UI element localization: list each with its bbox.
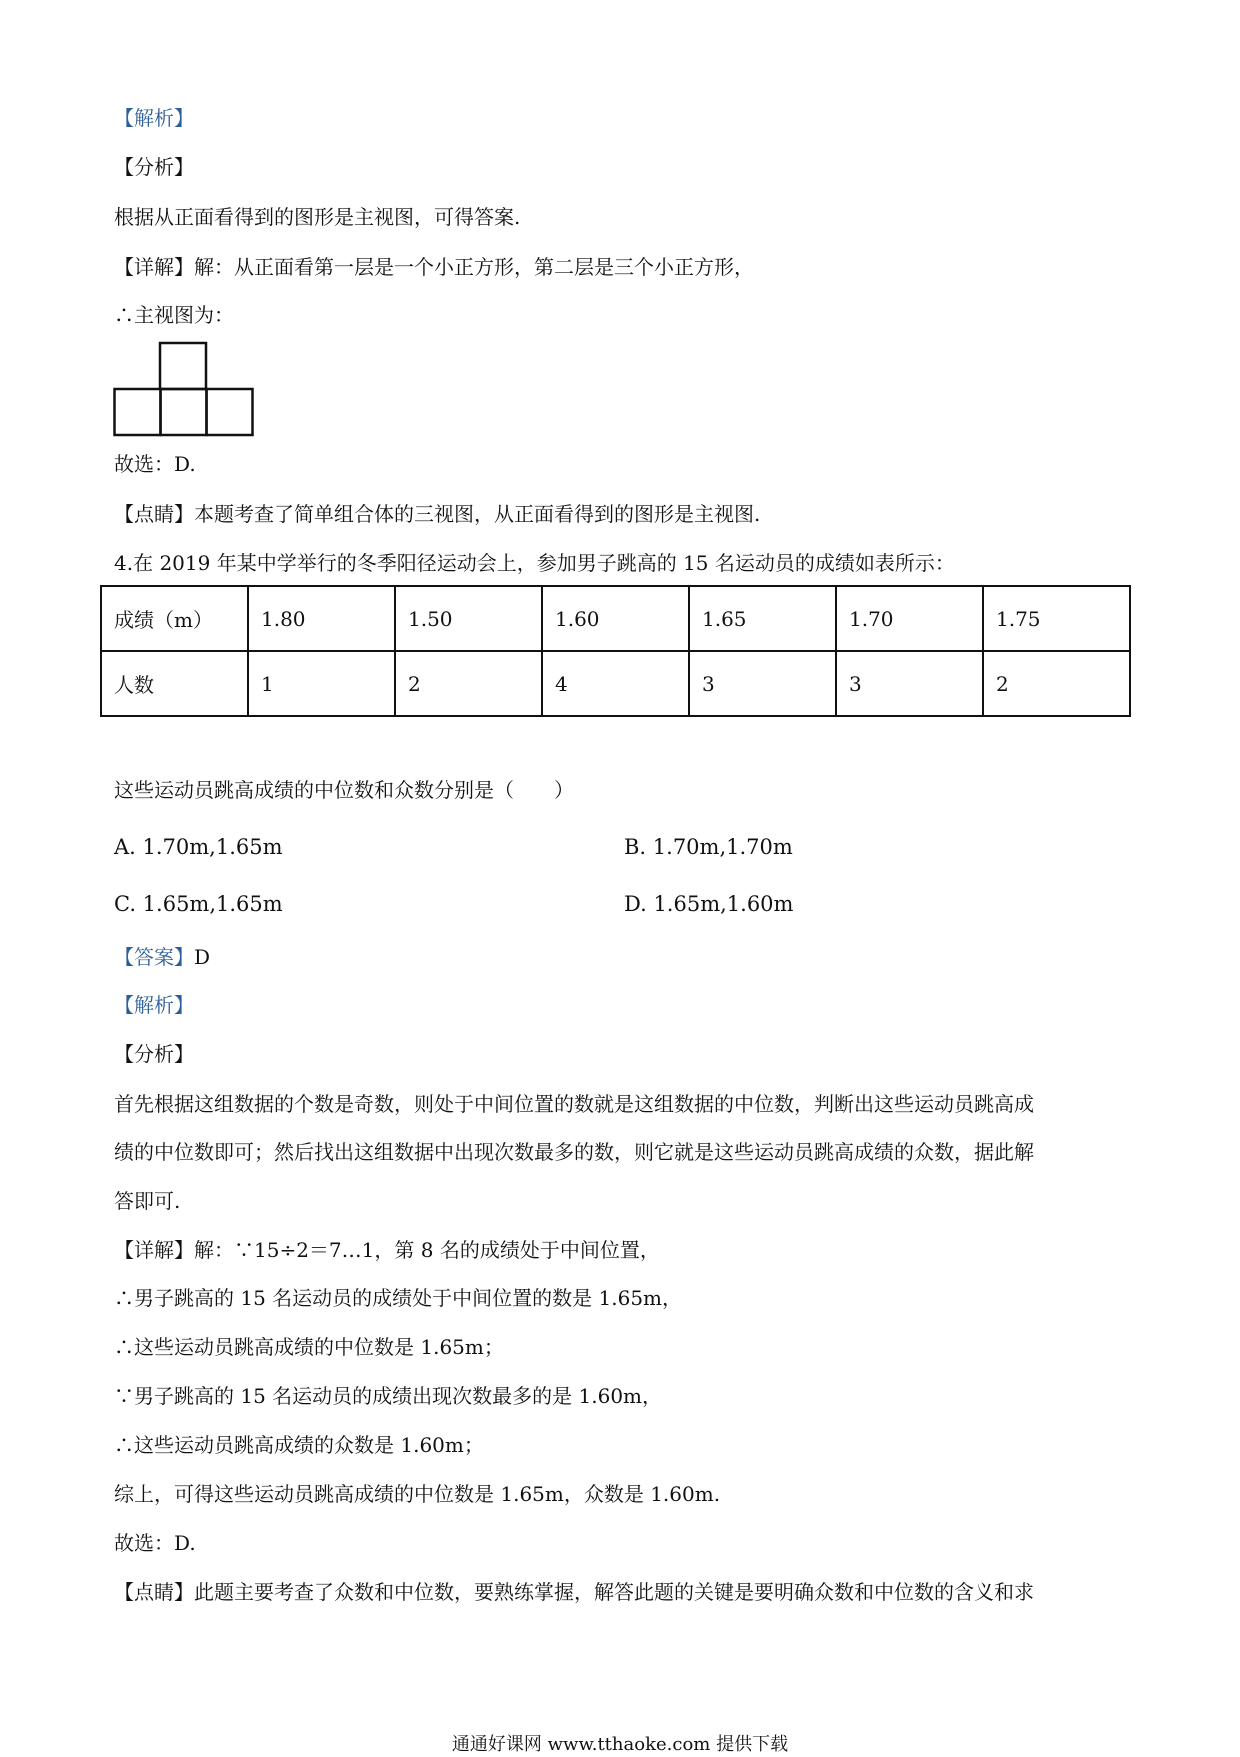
option-a: A. 1.70m,1.65m bbox=[114, 835, 283, 859]
question-4-ask: 这些运动员跳高成绩的中位数和众数分别是（ ） bbox=[114, 778, 574, 802]
table-row-header: 成绩（m） bbox=[101, 586, 248, 651]
table-cell: 4 bbox=[542, 651, 689, 716]
option-b: B. 1.70m,1.70m bbox=[624, 835, 793, 859]
analysis-text-2-line-1: 首先根据这组数据的个数是奇数，则处于中间位置的数就是这组数据的中位数，判断出这些运动员跳高成 bbox=[114, 1092, 1034, 1116]
table-cell: 1.50 bbox=[395, 586, 542, 651]
choice-line-1: 故选：D. bbox=[114, 452, 196, 476]
analysis-text-2-line-2: 绩的中位数即可；然后找出这组数据中出现次数最多的数，则它就是这些运动员跳高成绩的众数，据此解 bbox=[114, 1140, 1034, 1164]
analysis-subheading-1: 【分析】 bbox=[114, 155, 194, 179]
page-footer: 通通好课网 www.tthaoke.com 提供下载 bbox=[451, 1734, 789, 1755]
table-cell: 3 bbox=[836, 651, 983, 716]
front-view-figure bbox=[113, 341, 255, 437]
comment-text-2: 【点睛】此题主要考查了众数和中位数，要熟练掌握，解答此题的关键是要明确众数和中位数的含义和求 bbox=[114, 1580, 1034, 1604]
table-cell: 2 bbox=[395, 651, 542, 716]
analysis-heading-2: 【解析】 bbox=[114, 993, 194, 1017]
detail-text-2-line-2: ∴男子跳高的 15 名运动员的成绩处于中间位置的数是 1.65m， bbox=[114, 1286, 683, 1310]
detail-text-2-line-5: ∴这些运动员跳高成绩的众数是 1.60m； bbox=[114, 1433, 484, 1457]
option-d: D. 1.65m,1.60m bbox=[624, 892, 794, 916]
question-4-text: 4.在 2019 年某中学举行的冬季阳径运动会上，参加男子跳高的 15 名运动员的成绩如表所示： bbox=[114, 551, 955, 575]
detail-text-2-line-4: ∵男子跳高的 15 名运动员的成绩出现次数最多的是 1.60m， bbox=[114, 1384, 663, 1408]
front-view-label: ∴主视图为： bbox=[114, 303, 234, 327]
table-cell: 1.65 bbox=[689, 586, 836, 651]
answer-line bbox=[114, 943, 210, 971]
detail-text-2-line-6: 综上，可得这些运动员跳高成绩的中位数是 1.65m，众数是 1.60m. bbox=[114, 1482, 721, 1506]
analysis-text-1: 根据从正面看得到的图形是主视图，可得答案. bbox=[114, 205, 521, 229]
analysis-text-2-line-3: 答即可. bbox=[114, 1189, 181, 1213]
table-cell: 1 bbox=[248, 651, 395, 716]
top-square bbox=[160, 343, 206, 389]
analysis-subheading-2: 【分析】 bbox=[114, 1042, 194, 1066]
bottom-square-left bbox=[115, 389, 161, 435]
answer-value: D bbox=[194, 945, 211, 969]
comment-text-1: 【点睛】本题考查了简单组合体的三视图，从正面看得到的图形是主视图. bbox=[114, 502, 761, 526]
answer-tag: 【答案】 bbox=[114, 945, 194, 969]
bottom-square-middle bbox=[161, 389, 207, 435]
table-cell: 3 bbox=[689, 651, 836, 716]
option-c: C. 1.65m,1.65m bbox=[114, 892, 283, 916]
table-cell: 2 bbox=[983, 651, 1130, 716]
table-cell: 1.75 bbox=[983, 586, 1130, 651]
table-row bbox=[101, 586, 1130, 651]
table-cell: 1.60 bbox=[542, 586, 689, 651]
analysis-heading-1: 【解析】 bbox=[114, 106, 194, 130]
choice-line-2: 故选：D. bbox=[114, 1531, 196, 1555]
table-cell: 1.70 bbox=[836, 586, 983, 651]
detail-text-1: 【详解】解：从正面看第一层是一个小正方形，第二层是三个小正方形， bbox=[114, 255, 754, 279]
scores-table bbox=[100, 585, 1131, 717]
table-row bbox=[101, 651, 1130, 716]
bottom-square-right bbox=[207, 389, 253, 435]
detail-text-2-line-1: 【详解】解：∵15÷2＝7…1，第 8 名的成绩处于中间位置， bbox=[114, 1238, 660, 1262]
table-cell: 1.80 bbox=[248, 586, 395, 651]
detail-text-2-line-3: ∴这些运动员跳高成绩的中位数是 1.65m； bbox=[114, 1335, 504, 1359]
table-row-header: 人数 bbox=[101, 651, 248, 716]
